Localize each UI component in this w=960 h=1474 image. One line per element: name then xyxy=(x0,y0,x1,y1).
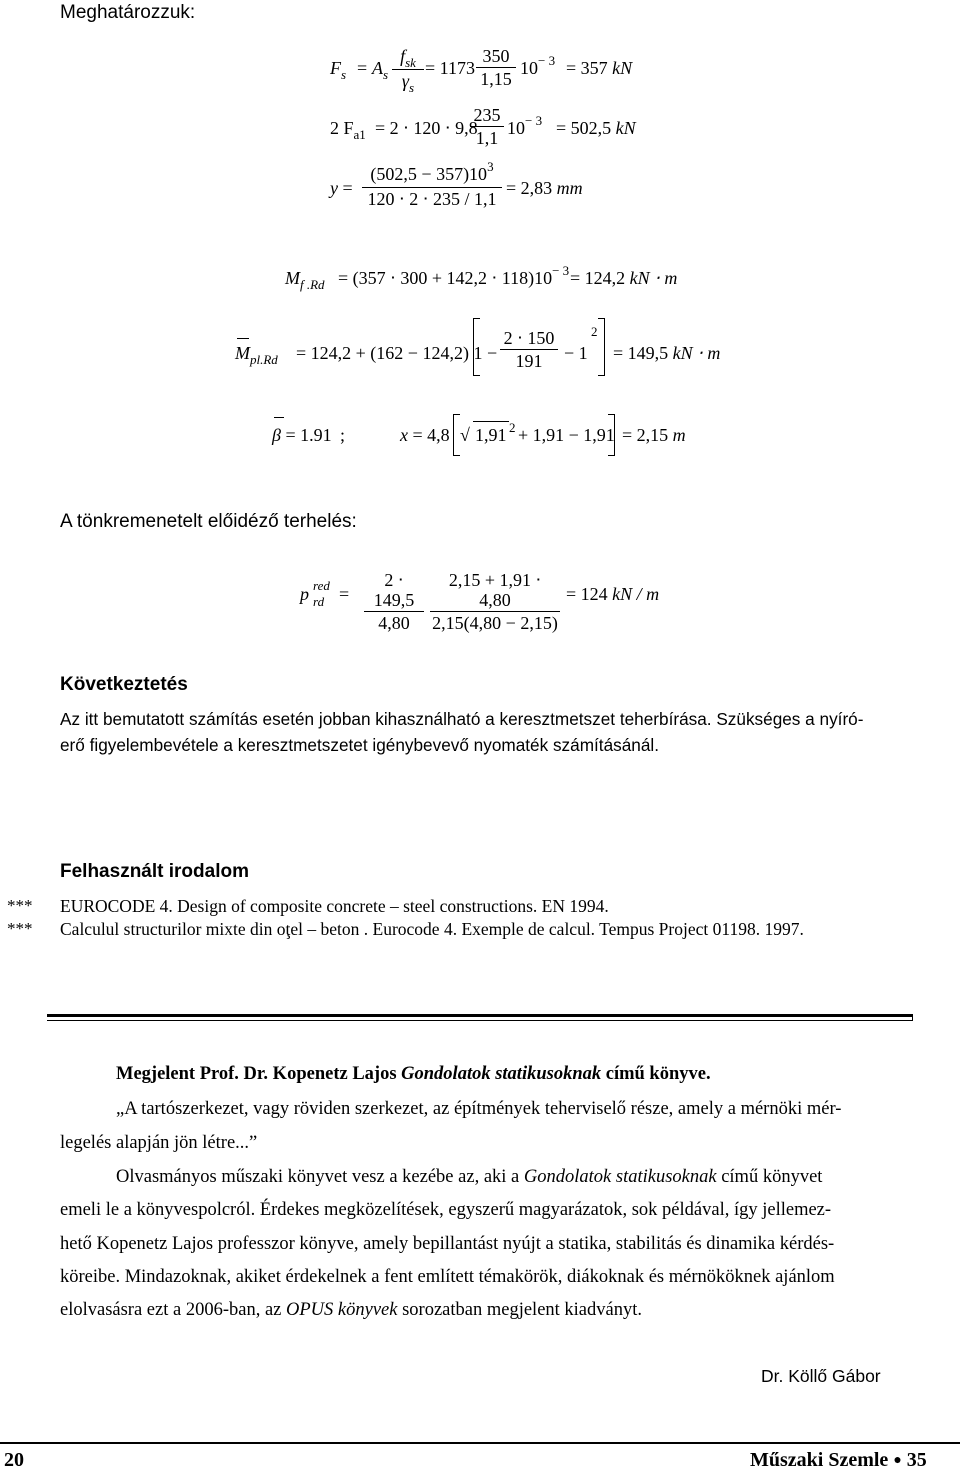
load-heading: A tönkremenetelt előidéző terhelés: xyxy=(60,511,357,532)
conclusion-line-1: Az itt bemutatott számítás esetén jobban kihasználható a keresztmetszet teherbírása. Szükséges a nyíró- xyxy=(60,709,864,729)
book-paragraph-line-4: köreibe. Mindazoknak, akiket érdekelnek a fent említett témakörök, diákoknak és mérnököknek ajánlom xyxy=(60,1267,835,1287)
book-quote-line-1: „A tartószerkezet, vagy röviden szerkezet, az építmények teherviselő része, amely a mérnöki mér- xyxy=(116,1099,842,1119)
conclusion-line-2: erő figyelembevétele a keresztmetszetet igénybevevő nyomaték számításánál. xyxy=(60,735,660,755)
footer-rule xyxy=(0,1442,960,1444)
bullet-icon: ● xyxy=(893,1453,902,1468)
footer-journal-title: Műszaki Szemle ● 35 xyxy=(750,1449,927,1471)
reference-mark-2: *** xyxy=(7,919,33,938)
book-quote-line-2: legelés alapján jön létre...” xyxy=(60,1133,258,1153)
book-paragraph-line-3: hető Kopenetz Lajos professzor könyve, amely bepillantást nyújt a statika, stabilitás és dinamika kérdés- xyxy=(60,1234,835,1254)
reference-item-1: EUROCODE 4. Design of composite concrete – steel constructions. EN 1994. xyxy=(60,896,609,916)
intro-text: Meghatározzuk: xyxy=(60,2,196,23)
book-title: Megjelent Prof. Dr. Kopenetz Lajos Gondolatok statikusoknak című könyve. xyxy=(116,1064,711,1084)
page-number-left: 20 xyxy=(4,1449,24,1471)
page-number-right: 35 xyxy=(906,1449,927,1471)
book-paragraph-line-5: elolvasásra ezt a 2006-ban, az OPUS könyvek sorozatban megjelent kiadványt. xyxy=(60,1300,642,1320)
signature: Dr. Köllő Gábor xyxy=(761,1366,881,1386)
reference-mark-1: *** xyxy=(7,896,33,915)
references-title: Felhasznált irodalom xyxy=(60,861,249,882)
reference-item-2: Calculul structurilor mixte din oţel – beton . Eurocode 4. Exemple de calcul. Tempus Project 01198. 1997. xyxy=(60,919,804,939)
conclusion-title: Következtetés xyxy=(60,674,188,695)
book-paragraph-line-2: emeli le a könyvespolcról. Érdekes megközelítések, egyszerű magyarázatok, sok példával, így jellemez- xyxy=(60,1200,832,1220)
book-paragraph-line-1: Olvasmányos műszaki könyvet vesz a kezébe az, aki a Gondolatok statikusoknak című könyvet xyxy=(116,1167,823,1187)
